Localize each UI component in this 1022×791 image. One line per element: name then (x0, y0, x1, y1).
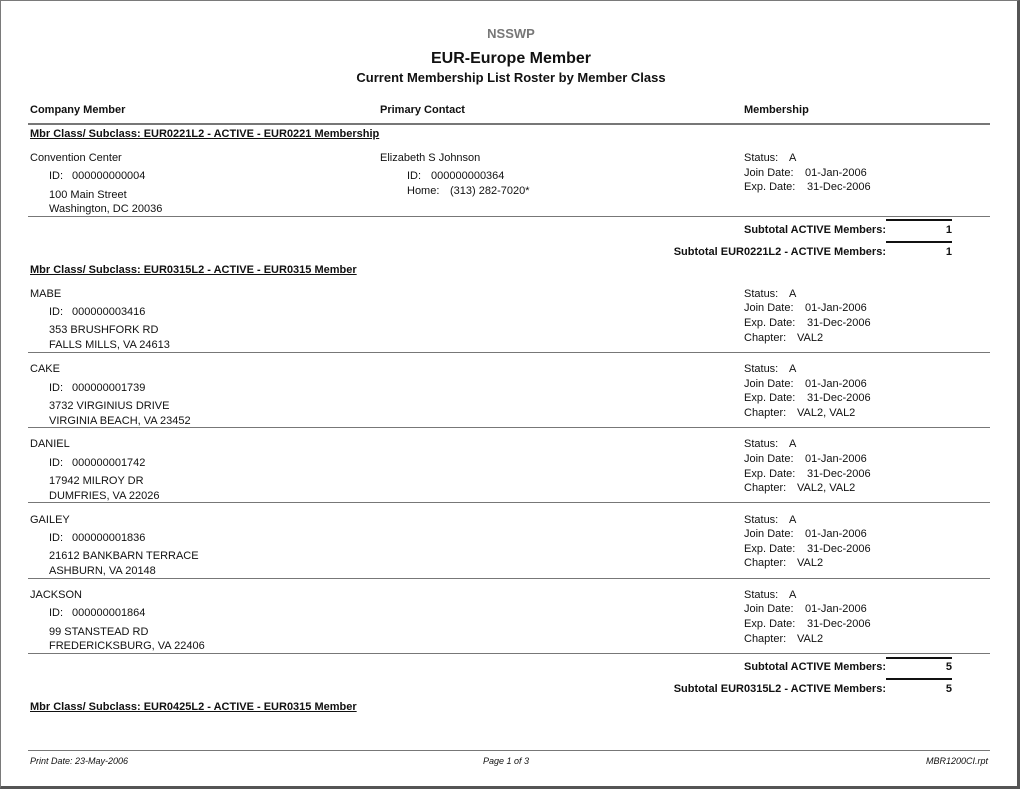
status-label: Status: (744, 589, 779, 601)
chapter-value: VAL2 (797, 557, 824, 569)
exp-date-label: Exp. Date: (744, 317, 796, 329)
report-subtitle: Current Membership List Roster by Member Class (356, 70, 666, 85)
join-date-value: 01-Jan-2006 (805, 302, 867, 314)
subtotal-rule (886, 657, 952, 659)
join-date-value: 01-Jan-2006 (805, 453, 867, 465)
member-name: JACKSON (30, 589, 82, 601)
member-id: 000000003416 (72, 306, 146, 318)
member-address-line1: 99 STANSTEAD RD (49, 626, 149, 638)
member-name: CAKE (30, 363, 60, 375)
status-label: Status: (744, 288, 779, 300)
member-address-line2: ASHBURN, VA 20148 (49, 565, 156, 577)
status-value: A (789, 438, 797, 450)
member-address-line2: Washington, DC 20036 (49, 203, 163, 215)
join-date-value: 01-Jan-2006 (805, 378, 867, 390)
member-id: 000000001864 (72, 607, 146, 619)
column-header-company: Company Member (30, 104, 126, 116)
row-divider (28, 502, 990, 503)
member-id: 000000001836 (72, 532, 146, 544)
footer-divider (28, 750, 990, 751)
join-date-value: 01-Jan-2006 (805, 167, 867, 179)
header-divider (28, 123, 990, 125)
status-value: A (789, 363, 797, 375)
row-divider (28, 216, 990, 217)
status-value: A (789, 152, 797, 164)
organization-name: NSSWP (487, 26, 535, 41)
member-address-line1: 100 Main Street (49, 189, 127, 201)
chapter-value: VAL2 (797, 332, 824, 344)
member-id-label: ID: (49, 607, 64, 619)
exp-date-label: Exp. Date: (744, 543, 796, 555)
subtotal-class-label: Subtotal EUR0315L2 - ACTIVE Members: (673, 683, 886, 695)
exp-date-label: Exp. Date: (744, 392, 796, 404)
subtotal-rule (886, 678, 952, 680)
chapter-label: Chapter: (744, 633, 787, 645)
contact-home-label: Home: (407, 185, 440, 197)
join-date-label: Join Date: (744, 378, 794, 390)
status-value: A (789, 288, 797, 300)
member-address-line2: DUMFRIES, VA 22026 (49, 490, 160, 502)
column-header-membership: Membership (744, 104, 809, 116)
status-label: Status: (744, 152, 779, 164)
member-id-label: ID: (49, 170, 64, 182)
subtotal-rule (886, 219, 952, 221)
member-address-line1: 17942 MILROY DR (49, 475, 144, 487)
member-name: Convention Center (30, 152, 122, 164)
print-date: Print Date: 23-May-2006 (30, 756, 129, 766)
join-date-label: Join Date: (744, 302, 794, 314)
member-name: DANIEL (30, 438, 70, 450)
class-heading: Mbr Class/ Subclass: EUR0221L2 - ACTIVE - EUR0221 Membership (30, 128, 380, 140)
subtotal-class-value: 1 (945, 246, 952, 258)
member-address-line1: 21612 BANKBARN TERRACE (49, 550, 199, 562)
class-heading: Mbr Class/ Subclass: EUR0425L2 - ACTIVE - EUR0315 Member (30, 701, 357, 713)
page-number: Page 1 of 3 (482, 756, 530, 766)
subtotal-rule (886, 241, 952, 243)
exp-date-label: Exp. Date: (744, 618, 796, 630)
status-value: A (789, 514, 797, 526)
chapter-label: Chapter: (744, 557, 787, 569)
chapter-label: Chapter: (744, 407, 787, 419)
chapter-value: VAL2 (797, 633, 824, 645)
join-date-value: 01-Jan-2006 (805, 528, 867, 540)
exp-date-label: Exp. Date: (744, 468, 796, 480)
status-label: Status: (744, 363, 779, 375)
subtotal-active-value: 1 (945, 224, 952, 236)
exp-date-value: 31-Dec-2006 (807, 181, 871, 193)
report-title: EUR-Europe Member (430, 50, 592, 67)
contact-id: 000000000364 (431, 170, 505, 182)
member-address-line2: VIRGINIA BEACH, VA 23452 (49, 415, 191, 427)
member-name: GAILEY (30, 514, 70, 526)
member-address-line2: FALLS MILLS, VA 24613 (49, 339, 170, 351)
class-heading: Mbr Class/ Subclass: EUR0315L2 - ACTIVE - EUR0315 Member (30, 264, 357, 276)
join-date-label: Join Date: (744, 528, 794, 540)
chapter-label: Chapter: (744, 482, 787, 494)
status-value: A (789, 589, 797, 601)
join-date-label: Join Date: (744, 167, 794, 179)
exp-date-value: 31-Dec-2006 (807, 317, 871, 329)
member-id: 000000001742 (72, 457, 146, 469)
chapter-value: VAL2, VAL2 (797, 407, 856, 419)
column-header-contact: Primary Contact (380, 104, 465, 116)
exp-date-value: 31-Dec-2006 (807, 543, 871, 555)
join-date-value: 01-Jan-2006 (805, 603, 867, 615)
member-id-label: ID: (49, 457, 64, 469)
join-date-label: Join Date: (744, 453, 794, 465)
exp-date-label: Exp. Date: (744, 181, 796, 193)
contact-id-label: ID: (407, 170, 422, 182)
member-address-line2: FREDERICKSBURG, VA 22406 (49, 640, 205, 652)
member-address-line1: 3732 VIRGINIUS DRIVE (49, 400, 170, 412)
subtotal-active-label: Subtotal ACTIVE Members: (744, 661, 886, 673)
member-id-label: ID: (49, 532, 64, 544)
exp-date-value: 31-Dec-2006 (807, 392, 871, 404)
join-date-label: Join Date: (744, 603, 794, 615)
subtotal-active-value: 5 (945, 661, 952, 673)
row-divider (28, 578, 990, 579)
contact-name: Elizabeth S Johnson (380, 152, 481, 164)
subtotal-class-value: 5 (945, 683, 952, 695)
row-divider (28, 427, 990, 428)
status-label: Status: (744, 514, 779, 526)
contact-home-phone: (313) 282-7020* (450, 185, 530, 197)
status-label: Status: (744, 438, 779, 450)
member-id-label: ID: (49, 306, 64, 318)
chapter-label: Chapter: (744, 332, 787, 344)
member-id: 000000000004 (72, 170, 146, 182)
row-divider (28, 352, 990, 353)
report-file-name: MBR1200CI.rpt (925, 756, 988, 766)
exp-date-value: 31-Dec-2006 (807, 468, 871, 480)
exp-date-value: 31-Dec-2006 (807, 618, 871, 630)
member-id-label: ID: (49, 382, 64, 394)
subtotal-class-label: Subtotal EUR0221L2 - ACTIVE Members: (673, 246, 886, 258)
member-name: MABE (30, 288, 62, 300)
subtotal-active-label: Subtotal ACTIVE Members: (744, 224, 886, 236)
row-divider (28, 653, 990, 654)
member-id: 000000001739 (72, 382, 146, 394)
member-address-line1: 353 BRUSHFORK RD (49, 324, 159, 336)
chapter-value: VAL2, VAL2 (797, 482, 856, 494)
